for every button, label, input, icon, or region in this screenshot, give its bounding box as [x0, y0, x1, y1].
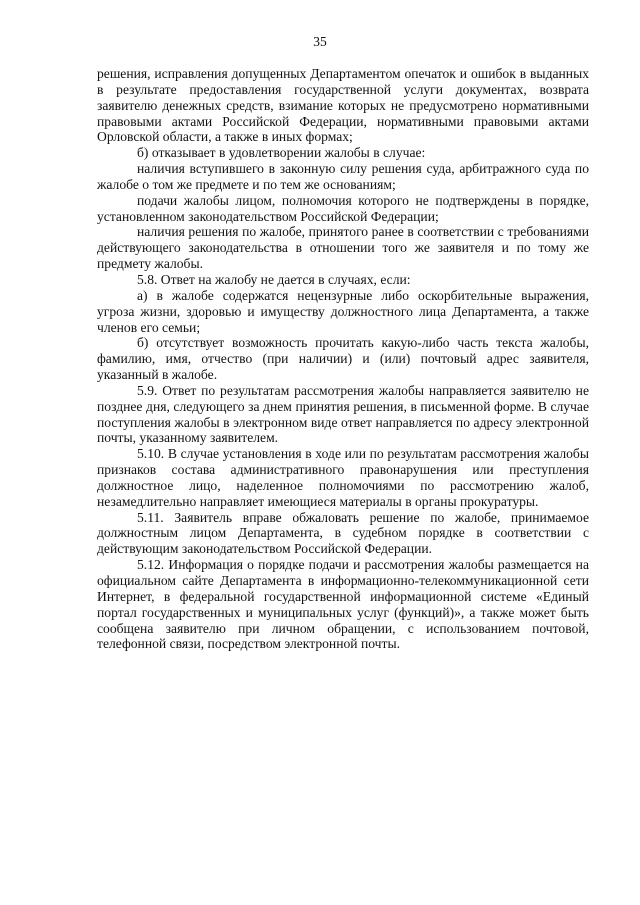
paragraph-unconfirmed-authority: подачи жалобы лицом, полномочия которого не подтверждены в порядке, установленном законодательством Российской Федерации;	[97, 192, 589, 224]
paragraph-continuation: решения, исправления допущенных Департаментом опечаток и ошибок в выданных в результате предоставления государственной услуги документах, возврата заявителю денежных средств, взимание которых не предусмотрено нормативными правовыми актами Российской Федерации, нормативными правовыми актами Орловской области, а также в иных формах;	[97, 66, 589, 145]
paragraph-court-decision: наличия вступившего в законную силу решения суда, арбитражного суда по жалобе о том же предмете и по тем же основаниям;	[97, 161, 589, 192]
page-number: 35	[313, 34, 327, 49]
paragraph-5-8-a: а) в жалобе содержатся нецензурные либо оскорбительные выражения, угроза жизни, здоровью и имуществу должностного лица Департамента, а также членов его семьи;	[97, 287, 589, 335]
document-body	[97, 66, 589, 652]
paragraph-refusal-intro: б) отказывает в удовлетворении жалобы в случае:	[137, 145, 426, 161]
paragraph-prior-decision: наличия решения по жалобе, принятого ранее в соответствии с требованиями действующего законодательства в отношении того же заявителя и по тому же предмету жалобы.	[97, 224, 589, 272]
paragraph-5-10: 5.10. В случае установления в ходе или по результатам рассмотрения жалобы признаков состава административного правонарушения или преступления должностное лицо, наделенное полномочиями по рассмотрению жалоб, незамедлительно направляет имеющиеся материалы в органы прокуратуры.	[97, 446, 589, 509]
paragraph-5-12: 5.12. Информация о порядке подачи и рассмотрения жалобы размещается на официальном сайте Департамента в информационно-телекоммуникационной сети Интернет, в федеральной государственной информационной системе «Единый портал государственных и муниципальных услуг (функций)», а также может быть сообщена заявителю при личном обращении, с использованием почтовой, телефонной связи, посредством электронной почты.	[97, 557, 589, 652]
paragraph-5-9: 5.9. Ответ по результатам рассмотрения жалобы направляется заявителю не позднее дня, следующего за днем принятия решения, в письменной форме. В случае поступления жалобы в электронном виде ответ направляется по адресу электронной почты, указанному заявителем.	[97, 382, 589, 446]
paragraph-5-8: 5.8. Ответ на жалобу не дается в случаях, если:	[137, 271, 411, 287]
paragraph-5-11: 5.11. Заявитель вправе обжаловать решение по жалобе, принимаемое должностным лицом Департамента, в судебном порядке в соответствии с действующим законодательством Российской Федерации.	[97, 509, 589, 557]
paragraph-5-8-b: б) отсутствует возможность прочитать какую-либо часть текста жалобы, фамилию, имя, отчество (при наличии) и (или) почтовый адрес заявителя, указанный в жалобе.	[97, 335, 589, 383]
